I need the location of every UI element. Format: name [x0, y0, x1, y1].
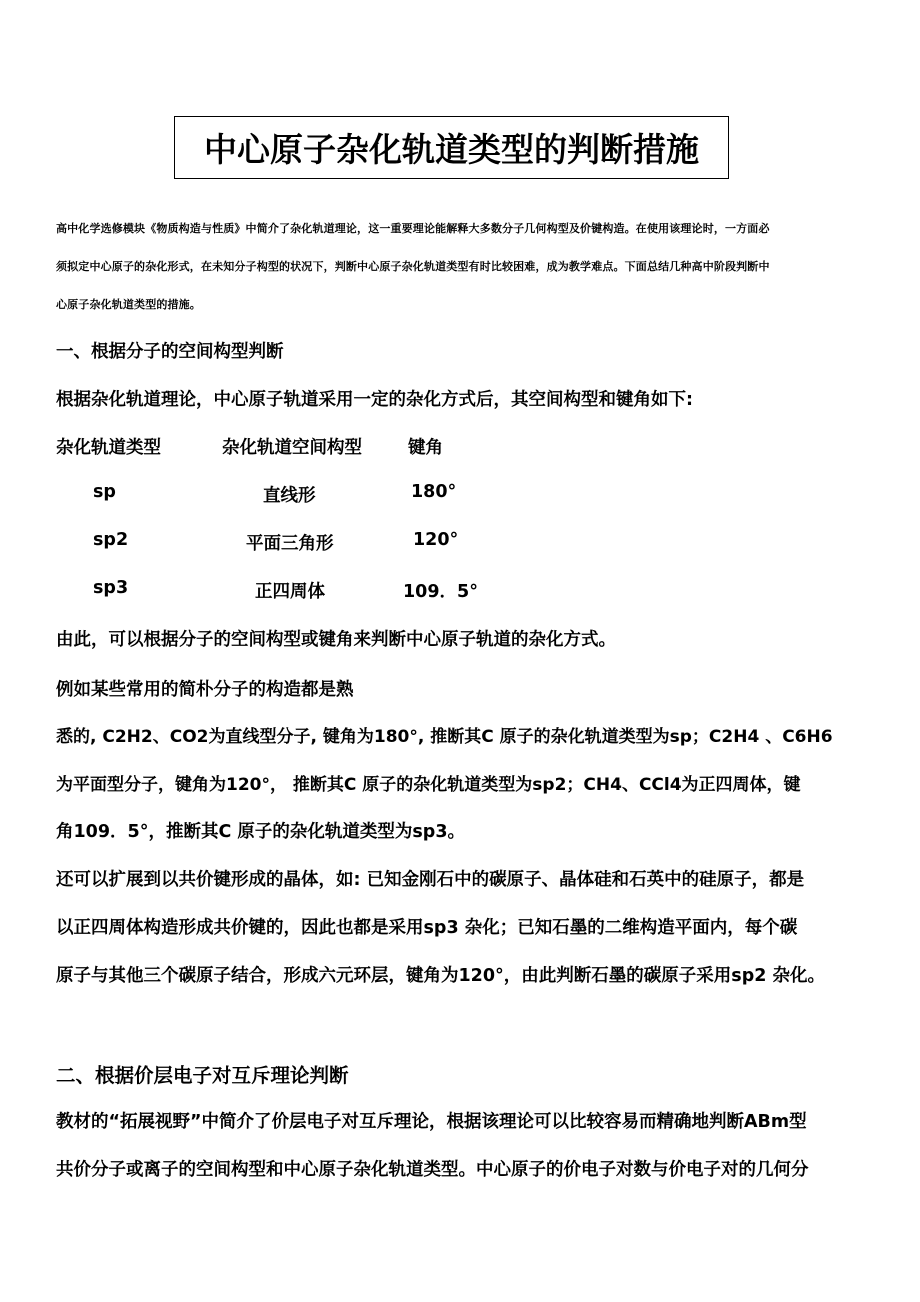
section1-paragraph-2: 例如某些常用的简朴分子的构造都是熟	[56, 680, 354, 700]
section1-paragraph-3: 悉的, C2H2、CO2为直线型分子, 键角为180°, 推断其C 原子的杂化轨道类型为sp；C2H4 、C6H6	[56, 727, 833, 747]
intro-line-3: 心原子杂化轨道类型的措施。	[56, 298, 201, 311]
table-header-angle: 键角	[408, 438, 443, 458]
table-row-2-shape: 平面三角形	[246, 534, 334, 554]
section1-paragraph-6: 还可以扩展到以共价键形成的晶体，如: 已知金刚石中的碳原子、晶体硅和石英中的硅原子，都是	[56, 870, 805, 890]
section2-heading: 二、根据价层电子对互斥理论判断	[56, 1064, 349, 1087]
table-row-3-shape: 正四周体	[255, 582, 325, 602]
table-row-1-angle: 180°	[411, 482, 457, 502]
section1-paragraph-8: 原子与其他三个碳原子结合，形成六元环层，键角为120°，由此判断石墨的碳原子采用sp2 杂化。	[56, 966, 825, 986]
title-box	[174, 116, 729, 179]
section1-heading: 一、根据分子的空间构型判断	[56, 342, 284, 362]
table-row-2-angle: 120°	[413, 530, 459, 550]
section2-paragraph-1: 教材的“拓展视野”中简介了价层电子对互斥理论，根据该理论可以比较容易而精确地判断ABm型	[56, 1112, 807, 1132]
table-row-1-type: sp	[93, 482, 116, 502]
intro-line-2: 须拟定中心原子的杂化形式，在未知分子构型的状况下，判断中心原子杂化轨道类型有时比较困难，成为教学难点。下面总结几种高中阶段判断中	[56, 260, 770, 273]
document-title: 中心原子杂化轨道类型的判断措施	[204, 130, 699, 169]
section1-lead: 根据杂化轨道理论，中心原子轨道采用一定的杂化方式后，其空间构型和键角如下:	[56, 390, 693, 410]
table-row-1-shape: 直线形	[263, 486, 316, 506]
table-row-2-type: sp2	[93, 530, 129, 550]
section1-paragraph-1: 由此，可以根据分子的空间构型或键角来判断中心原子轨道的杂化方式。	[56, 630, 616, 650]
section2-paragraph-2: 共价分子或离子的空间构型和中心原子杂化轨道类型。中心原子的价电子对数与价电子对的几何分	[56, 1160, 809, 1180]
table-header-type: 杂化轨道类型	[56, 438, 161, 458]
table-row-3-type: sp3	[93, 578, 129, 598]
section1-paragraph-7: 以正四周体构造形成共价键的，因此也都是采用sp3 杂化；已知石墨的二维构造平面内，每个碳	[56, 918, 798, 938]
section1-paragraph-4: 为平面型分子，键角为120°， 推断其C 原子的杂化轨道类型为sp2；CH4、CCl4为正四周体，键	[56, 775, 801, 795]
section1-paragraph-5: 角109．5°，推断其C 原子的杂化轨道类型为sp3。	[56, 822, 466, 842]
intro-line-1: 高中化学选修模块《物质构造与性质》中简介了杂化轨道理论，这一重要理论能解释大多数分子几何构型及价键构造。在使用该理论时，一方面必	[56, 222, 770, 235]
table-header-shape: 杂化轨道空间构型	[222, 438, 362, 458]
table-row-3-angle: 109．5°	[403, 582, 478, 602]
